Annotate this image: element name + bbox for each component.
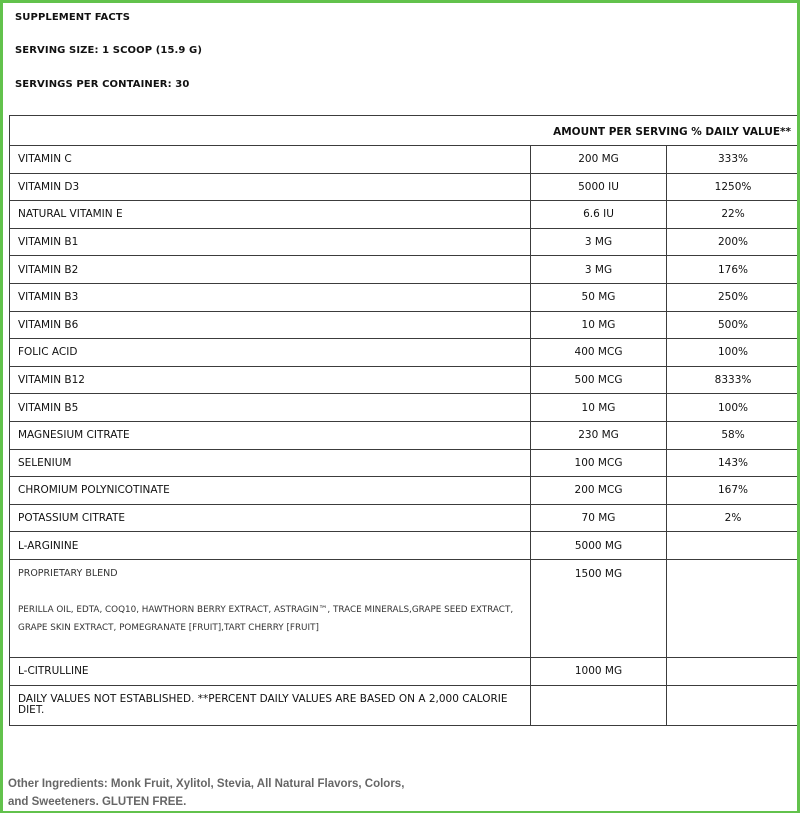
table-row: [10, 256, 800, 284]
serving-size: SERVING SIZE: 1 SCOOP (15.9 G): [15, 45, 203, 56]
nutrient-name: VITAMIN B1: [10, 228, 531, 256]
table-row: [10, 449, 800, 477]
table-row: [10, 532, 800, 560]
nutrient-daily-value: 8333%: [667, 366, 800, 394]
nutrient-daily-value: 176%: [667, 256, 800, 284]
servings-per-container: SERVINGS PER CONTAINER: 30: [15, 79, 190, 90]
nutrient-name: FOLIC ACID: [10, 339, 531, 367]
table-row: [10, 339, 800, 367]
nutrient-name: VITAMIN B3: [10, 283, 531, 311]
table-row: [10, 283, 800, 311]
nutrient-name: VITAMIN B12: [10, 366, 531, 394]
nutrient-name: VITAMIN C: [10, 146, 531, 174]
footnote-row: [10, 685, 800, 725]
nutrient-name: VITAMIN D3: [10, 173, 531, 201]
table-row: [10, 146, 800, 174]
table-row: [10, 201, 800, 229]
nutrient-name: L-ARGININE: [10, 532, 531, 560]
footnote-empty-dv: [667, 685, 800, 725]
nutrient-name: VITAMIN B6: [10, 311, 531, 339]
nutrient-daily-value: 200%: [667, 228, 800, 256]
nutrient-name: VITAMIN B5: [10, 394, 531, 422]
nutrient-daily-value: 58%: [667, 421, 800, 449]
nutrient-amount: 10 MG: [531, 394, 667, 422]
nutrient-amount: 200 MG: [531, 146, 667, 174]
nutrient-amount: 6.6 IU: [531, 201, 667, 229]
nutrient-daily-value: 167%: [667, 477, 800, 505]
table-row: [10, 228, 800, 256]
nutrient-name: MAGNESIUM CITRATE: [10, 421, 531, 449]
nutrient-name: NATURAL VITAMIN E: [10, 201, 531, 229]
nutrient-daily-value: 500%: [667, 311, 800, 339]
nutrient-name: CHROMIUM POLYNICOTINATE: [10, 477, 531, 505]
nutrient-amount: 1000 MG: [531, 657, 667, 685]
nutrient-amount: 3 MG: [531, 256, 667, 284]
table-header-row: [10, 116, 800, 146]
nutrient-amount: 5000 IU: [531, 173, 667, 201]
nutrient-amount: 50 MG: [531, 283, 667, 311]
nutrient-daily-value: [667, 657, 800, 685]
table-row: [10, 394, 800, 422]
footnote: DAILY VALUES NOT ESTABLISHED. **PERCENT DAILY VALUES ARE BASED ON A 2,000 CALORIE DIET.: [10, 685, 531, 725]
column-header: AMOUNT PER SERVING % DAILY VALUE**: [10, 116, 800, 146]
nutrient-daily-value: 100%: [667, 339, 800, 367]
blend-ingredients: PERILLA OIL, EDTA, COQ10, HAWTHORN BERRY EXTRACT, ASTRAGIN™, TRACE MINERALS,GRAPE SEED EXTRACT, GRAPE SKIN EXTRACT, POMEGRANATE [FRUIT],TART CHERRY [FRUIT]: [18, 604, 514, 633]
nutrient-amount: 10 MG: [531, 311, 667, 339]
blend-amount: 1500 MG: [531, 559, 667, 657]
nutrient-amount: 100 MCG: [531, 449, 667, 477]
table-row: [10, 366, 800, 394]
nutrient-name: POTASSIUM CITRATE: [10, 504, 531, 532]
blend-cell: [10, 559, 531, 657]
nutrient-daily-value: 22%: [667, 201, 800, 229]
facts-table: [9, 115, 800, 726]
nutrient-amount: 3 MG: [531, 228, 667, 256]
table-row: [10, 311, 800, 339]
nutrient-amount: 70 MG: [531, 504, 667, 532]
nutrient-amount: 200 MCG: [531, 477, 667, 505]
blend-name: PROPRIETARY BLEND: [18, 567, 118, 579]
table-row: [10, 173, 800, 201]
table-row: [10, 477, 800, 505]
blend-row: [10, 559, 800, 657]
nutrient-amount: 500 MCG: [531, 366, 667, 394]
table-row: [10, 504, 800, 532]
nutrient-daily-value: [667, 532, 800, 560]
nutrient-daily-value: 100%: [667, 394, 800, 422]
table-row: [10, 421, 800, 449]
nutrient-amount: 400 MCG: [531, 339, 667, 367]
nutrient-daily-value: 143%: [667, 449, 800, 477]
nutrient-daily-value: 333%: [667, 146, 800, 174]
nutrient-name: VITAMIN B2: [10, 256, 531, 284]
other-ingredients: Other Ingredients: Monk Fruit, Xylitol, Stevia, All Natural Flavors, Colors, and Sweeteners. GLUTEN FREE.: [8, 778, 405, 808]
nutrient-daily-value: 250%: [667, 283, 800, 311]
footnote-empty-amount: [531, 685, 667, 725]
page-title: SUPPLEMENT FACTS: [15, 12, 131, 23]
nutrient-daily-value: 2%: [667, 504, 800, 532]
nutrient-name: L-CITRULLINE: [10, 657, 531, 685]
nutrient-daily-value: 1250%: [667, 173, 800, 201]
nutrient-name: SELENIUM: [10, 449, 531, 477]
table-row: [10, 657, 800, 685]
nutrient-amount: 5000 MG: [531, 532, 667, 560]
blend-daily-value: [667, 559, 800, 657]
nutrient-amount: 230 MG: [531, 421, 667, 449]
